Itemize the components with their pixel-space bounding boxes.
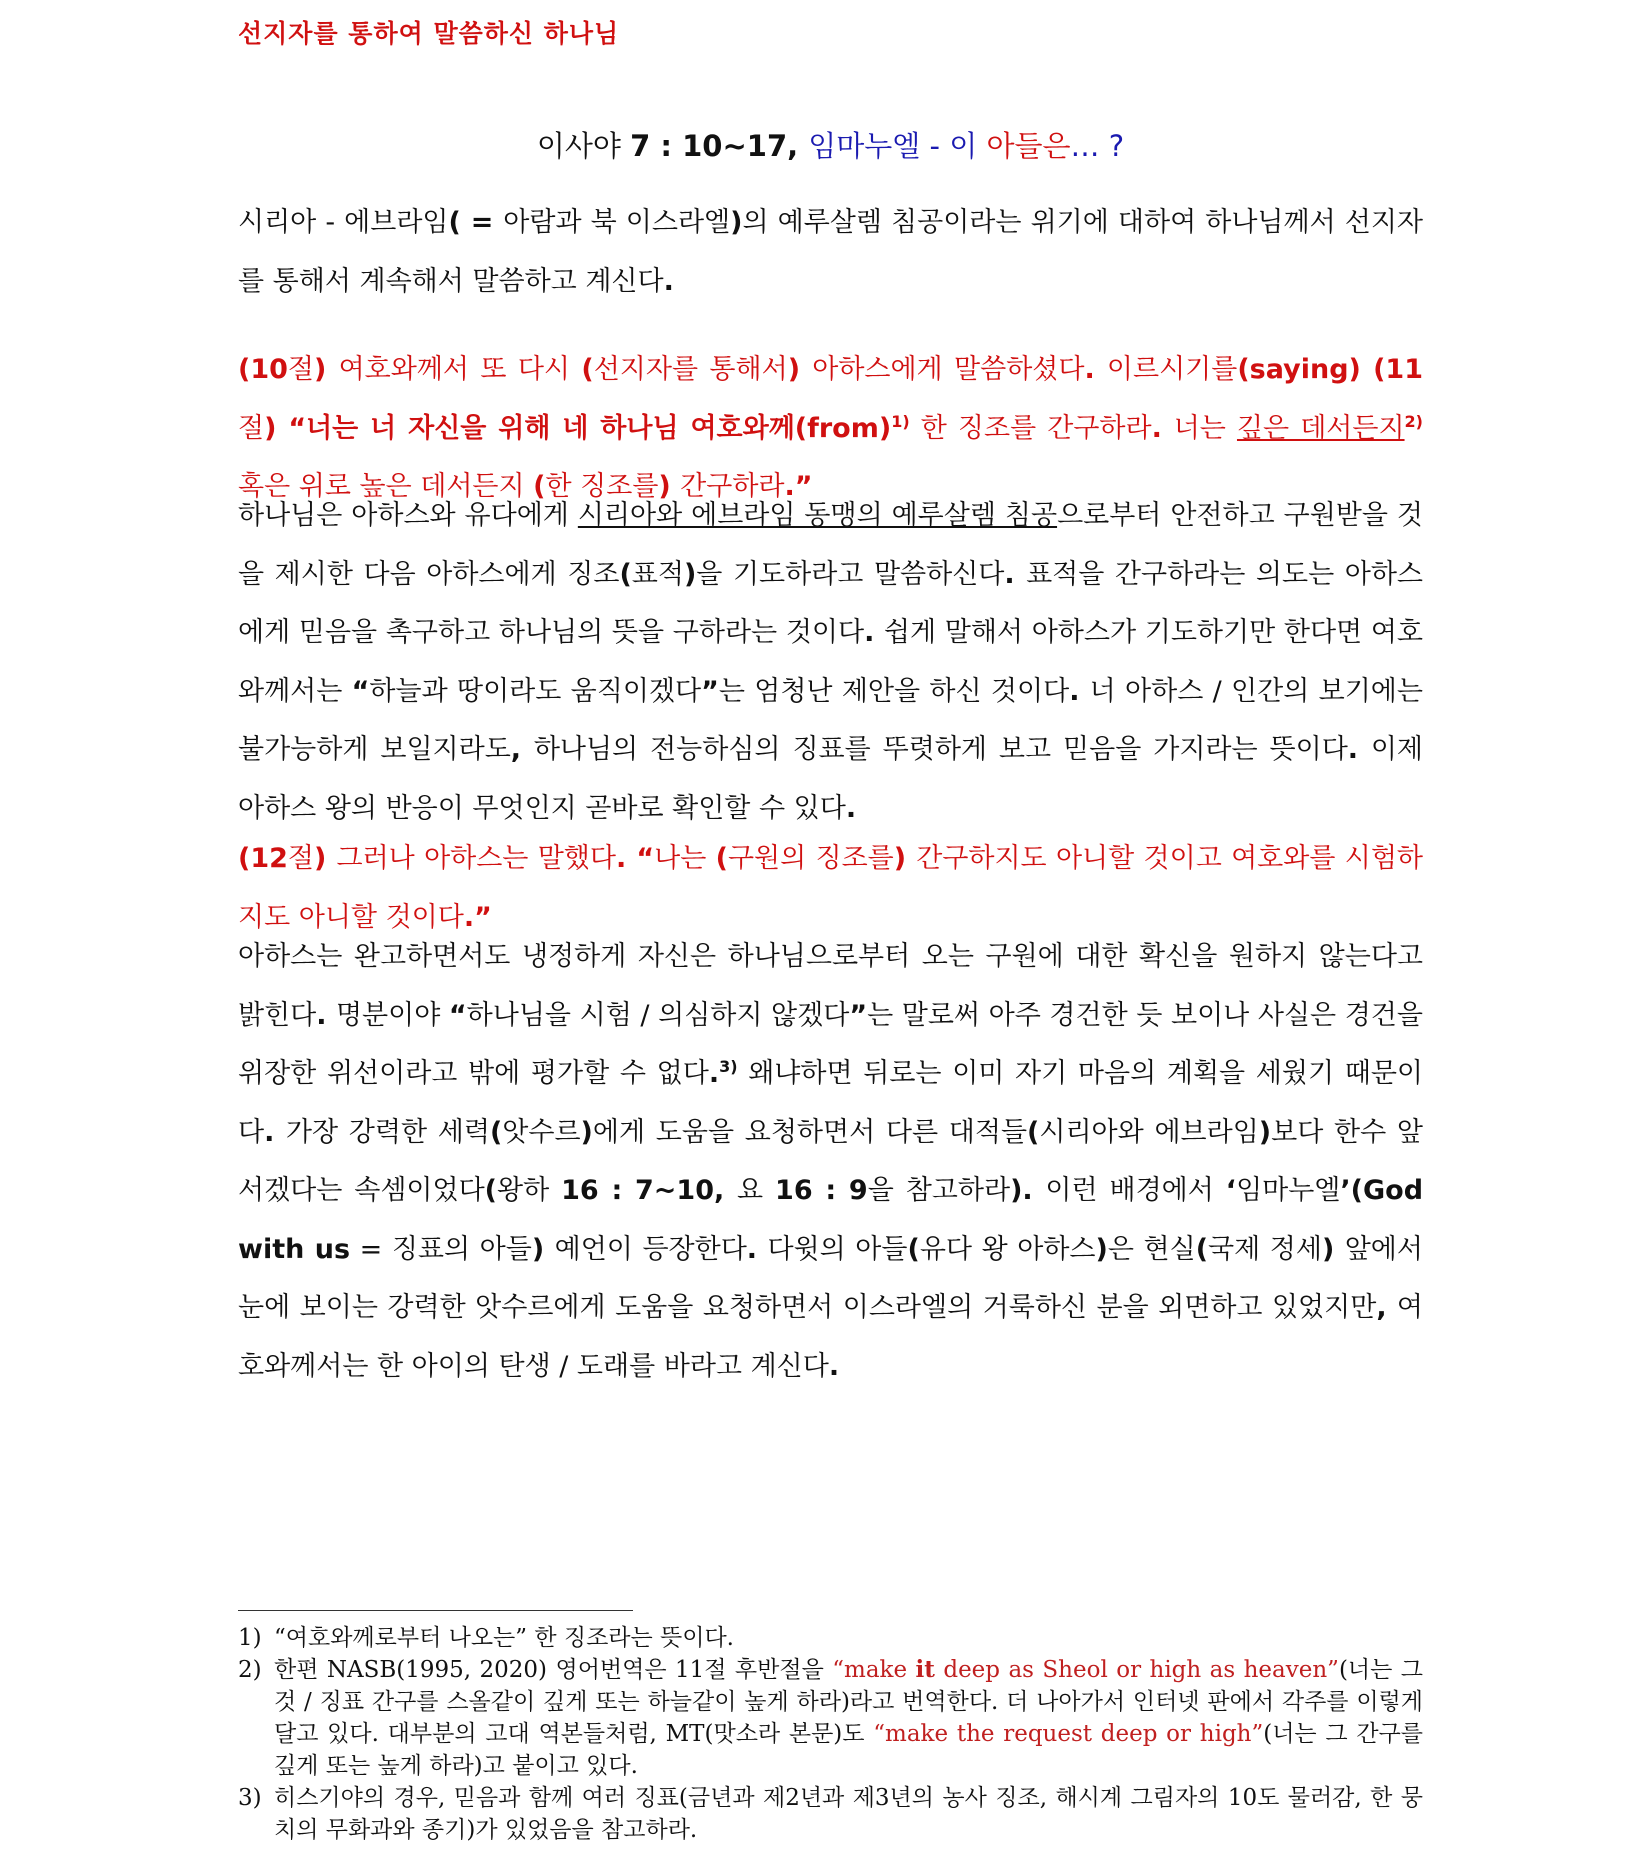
- commentary-text: .: [1069, 675, 1090, 707]
- verse-text: (: [533, 471, 546, 502]
- commentary-text: ): [1095, 1233, 1108, 1265]
- footnote-3: [238, 1782, 1423, 1846]
- footnote-divider: [238, 1610, 633, 1611]
- commentary-text: ): [580, 1116, 593, 1148]
- verse-text: 구원의 징조를: [727, 843, 894, 874]
- commentary-text: 하나님은 아하스와 유다에게: [238, 500, 578, 531]
- commentary-text: .: [845, 792, 857, 824]
- title-book: 이사야: [536, 129, 631, 163]
- commentary-text: 16 : 9: [775, 1175, 868, 1206]
- passage-title: [238, 124, 1423, 165]
- verse-text: 혹은 위로 높은 데서든지: [238, 471, 534, 502]
- commentary-text: .: [1347, 734, 1371, 765]
- commentary-text: .: [1004, 558, 1027, 590]
- commentary-text: 요: [737, 1175, 776, 1206]
- commentary-text: 쉽게 말해서 아하스가 기도하기만 한다면 여호와께서는: [238, 617, 1423, 707]
- verse-text: (from): [794, 412, 892, 444]
- commentary-text: =: [350, 1233, 392, 1265]
- verse-text: . “: [615, 843, 655, 874]
- commentary-text: 임마누엘: [1236, 1175, 1341, 1206]
- commentary-text: ‘: [1225, 1175, 1237, 1206]
- title-son: 아들은: [986, 129, 1071, 163]
- commentary-text: ,: [1376, 1292, 1397, 1323]
- footnote-quote: deep as Sheol or high as heaven”: [934, 1657, 1339, 1683]
- footnote-number: 1): [238, 1625, 262, 1651]
- title-reference: 7 : 10~17,: [630, 129, 809, 163]
- verse-text: .”: [463, 901, 492, 933]
- verse-text: .”: [784, 471, 813, 502]
- verse-text: 이르시기를: [1106, 354, 1238, 385]
- verse-text: ): [264, 412, 289, 444]
- commentary-text: 왕하: [497, 1175, 562, 1206]
- commentary-text: 여호와께서는 한 아이의 탄생 / 도래를 바라고 계신다: [238, 1292, 1423, 1382]
- verse-text: 절: [287, 354, 315, 385]
- commentary-text: 표적: [631, 558, 684, 590]
- document-header: 선지자를 통하여 말씀하신 하나님: [238, 19, 620, 48]
- commentary-text: ”: [849, 999, 868, 1031]
- verse-text: 절: [238, 412, 265, 444]
- footnote-text: 히스기야의 경우, 믿음과 함께 여러 징표(금년과 제2년과 제3년의 농사 징조, 해시계 그림자의 10도 물러감, 한 뭉치의 무화과와 종기)가 있었음을 참고하라.: [274, 1785, 1423, 1843]
- commentary-text: 에게 도움을 요청하면서 다른 대적들: [592, 1116, 1028, 1148]
- commentary-text: 징표의 아들: [391, 1233, 532, 1265]
- verse-text: ): [893, 843, 917, 874]
- commentary-text: 표적을 간구하라는 의도는 아하스에게 믿음을 촉구하고 하나님의 뜻을 구하라는 것이다: [238, 558, 1423, 648]
- commentary-text: .: [746, 1233, 768, 1265]
- footnote-quote: it: [915, 1656, 935, 1683]
- commentary-text: .: [708, 1058, 720, 1089]
- commentary-text: 국제 정세: [1208, 1233, 1322, 1265]
- commentary-text: ): [1258, 1116, 1272, 1148]
- commentary-text: ”: [701, 675, 719, 707]
- verse-text: .: [1084, 354, 1107, 385]
- intro-text: 아람과 북 이스라엘: [503, 207, 731, 238]
- verse-text: ): [314, 843, 337, 874]
- commentary-text: 을 기도하라고 말씀하신다: [696, 558, 1005, 590]
- footnote-ref-1[interactable]: 1): [891, 411, 910, 431]
- commentary-text: 보다 한수 앞서겠다는 속셈이었다: [238, 1116, 1423, 1206]
- footnote-quote: “make the request deep or high”: [873, 1721, 1264, 1747]
- verse-text: 한 징조를: [545, 471, 659, 502]
- intro-text: .: [663, 265, 674, 297]
- commentary-text: (: [484, 1175, 498, 1206]
- commentary-text: (: [1195, 1233, 1209, 1265]
- verse-text: 선지자를 통해서: [593, 354, 788, 385]
- commentary-text: .: [316, 999, 336, 1031]
- verse-text: (: [715, 843, 728, 874]
- footnote-text: “여호와께로부터 나오는” 한 징조라는 뜻이다.: [274, 1625, 734, 1651]
- commentary-text: 는 말로써 아주 경건한 듯 보이나 사실은 경건을 위장한 위선이라고 밖에 평가할 수 없다: [238, 999, 1423, 1089]
- footnote-number: 2): [238, 1657, 262, 1683]
- footnote-text: (너는 그 간구를 깊게 또는 높게 하라)고 붙이고 있다.: [274, 1721, 1424, 1779]
- commentary-text: 시리아와 에브라임 동맹의 예루살렘 침공: [577, 500, 1058, 531]
- commentary-text: 왜냐하면 뒤로는 이미 자기 마음의 계획을 세웠기 때문이다: [238, 1058, 1423, 1148]
- commentary-text: 예언이 등장한다: [554, 1233, 747, 1265]
- commentary-paragraph-1: [238, 487, 1423, 838]
- title-question: … ?: [1070, 129, 1125, 163]
- verse-text: (10: [238, 354, 288, 385]
- commentary-text: .: [828, 1350, 840, 1382]
- verse-text: 나는: [654, 843, 716, 874]
- commentary-text: ): [1321, 1233, 1345, 1265]
- commentary-text: 다윗의 아들: [767, 1233, 908, 1265]
- footnote-text: (너는 그것 / 징표 간구를 스올같이 깊게 또는 하늘같이 높게 하라)라고 번역한다. 더 나아가서 인터넷 판에서 각주를 이렇게 달고 있다. 대부분의 고대 역본들처럼, MT(맛소라 본문)도: [274, 1657, 1424, 1747]
- verse-text: 너는: [1173, 412, 1237, 444]
- commentary-text: 너 아하스 / 인간의 보기에는 불가능하게 보일지라도: [238, 675, 1423, 765]
- verse-text: ): [658, 471, 681, 502]
- intro-text: 시리아 - 에브라임: [238, 207, 449, 238]
- footnote-text: 한편 NASB(1995, 2020) 영어번역은 11절 후반절을: [274, 1657, 833, 1683]
- commentary-text: ).: [1010, 1175, 1046, 1206]
- commentary-text: “: [448, 999, 467, 1031]
- commentary-text: (: [489, 1116, 503, 1148]
- verse-text: 그러나 아하스는 말했다: [336, 843, 616, 874]
- footnote-2: [238, 1654, 1423, 1782]
- commentary-text: 16 : 7~10,: [561, 1175, 737, 1206]
- commentary-text: ): [683, 558, 697, 590]
- verse-text: 아하스에게 말씀하셨다: [812, 354, 1085, 385]
- verse-text: 간구하라: [680, 471, 785, 502]
- commentary-text: .: [264, 1116, 286, 1148]
- commentary-text: 이제 아하스 왕의 반응이 무엇인지 곧바로 확인할 수 있다: [238, 734, 1423, 824]
- verse-text: 간구하지도 아니할 것이고 여호와를 시험하지도 아니할 것이다: [238, 843, 1423, 933]
- commentary-text: 하나님을 시험 / 의심하지 않겠다: [466, 999, 850, 1031]
- commentary-text: 하늘과 땅이라도 움직이겠다: [369, 675, 702, 707]
- commentary-text: 가장 강력한 세력: [285, 1116, 490, 1148]
- commentary-text: (: [907, 1233, 920, 1265]
- commentary-text: 앗수르: [502, 1116, 581, 1148]
- verse-text: (12: [238, 843, 288, 874]
- verse-text: (saying) (11: [1237, 354, 1424, 385]
- commentary-text: 을 참고하라: [867, 1175, 1011, 1206]
- commentary-paragraph-2: [238, 928, 1423, 1396]
- commentary-text: 유다 왕 아하스: [919, 1233, 1096, 1265]
- commentary-text: 아하스는 완고하면서도 냉정하게 자신은 하나님으로부터 오는 구원에 대한 확신을 원하지 않는다고 밝힌다: [238, 941, 1423, 1031]
- verse-text: (: [581, 354, 594, 385]
- commentary-text: 은 현실: [1107, 1233, 1196, 1265]
- verse-text: ): [787, 354, 813, 385]
- verse-text: ): [314, 354, 339, 385]
- commentary-text: 는 엄청난 제안을 하신 것이다: [718, 675, 1070, 707]
- footnote-ref-2[interactable]: 2): [1404, 411, 1423, 431]
- footnote-number: 3): [238, 1785, 262, 1811]
- intro-paragraph: [238, 194, 1423, 311]
- footnote-quote: “make: [832, 1657, 916, 1683]
- verse-text: .: [1151, 412, 1174, 444]
- verse-text: 한 징조를 간구하라: [909, 412, 1152, 444]
- commentary-text: (: [619, 558, 632, 590]
- verse-text: 여호와께서 또 다시: [338, 354, 582, 385]
- intro-text: ): [730, 207, 743, 238]
- commentary-text: 앞에서 눈에 보이는 강력한 앗수르에게 도움을 요청하면서 이스라엘의 거룩하신 분을 외면하고 있었지만: [238, 1233, 1423, 1323]
- footnotes: [238, 1622, 1423, 1846]
- commentary-text: 시리아와 에브라임: [1039, 1116, 1259, 1148]
- verse-text: 깊은 데서든지: [1236, 412, 1405, 444]
- footnote-1: [238, 1622, 1423, 1654]
- intro-text: ( =: [448, 207, 504, 238]
- verse-text: “너는 너 자신을 위해 네 하나님 여호와께: [288, 412, 795, 444]
- commentary-text: ): [531, 1233, 555, 1265]
- commentary-text: 으로부터 안전하고 구원받을 것을 제시한 다음 아하스에게 징조: [238, 500, 1423, 590]
- commentary-text: ’(God with us: [238, 1175, 1424, 1265]
- verse-text: 절: [287, 843, 315, 874]
- footnote-ref-3[interactable]: 3): [719, 1057, 738, 1076]
- title-immanuel: 임마누엘 - 이: [808, 129, 987, 163]
- commentary-text: ,: [510, 734, 534, 765]
- commentary-text: 명분이야: [335, 999, 449, 1031]
- commentary-text: 하나님의 전능하심의 징표를 뚜렷하게 보고 믿음을 가지라는 뜻이다: [533, 734, 1348, 765]
- commentary-text: .: [864, 617, 884, 648]
- commentary-text: (: [1027, 1116, 1040, 1148]
- intro-text: 의 예루살렘 침공이라는 위기에 대하여 하나님께서 선지자를 통해서 계속해서 말씀하고 계신다: [238, 207, 1423, 297]
- commentary-text: “: [351, 675, 370, 707]
- commentary-text: 이런 배경에서: [1045, 1175, 1226, 1206]
